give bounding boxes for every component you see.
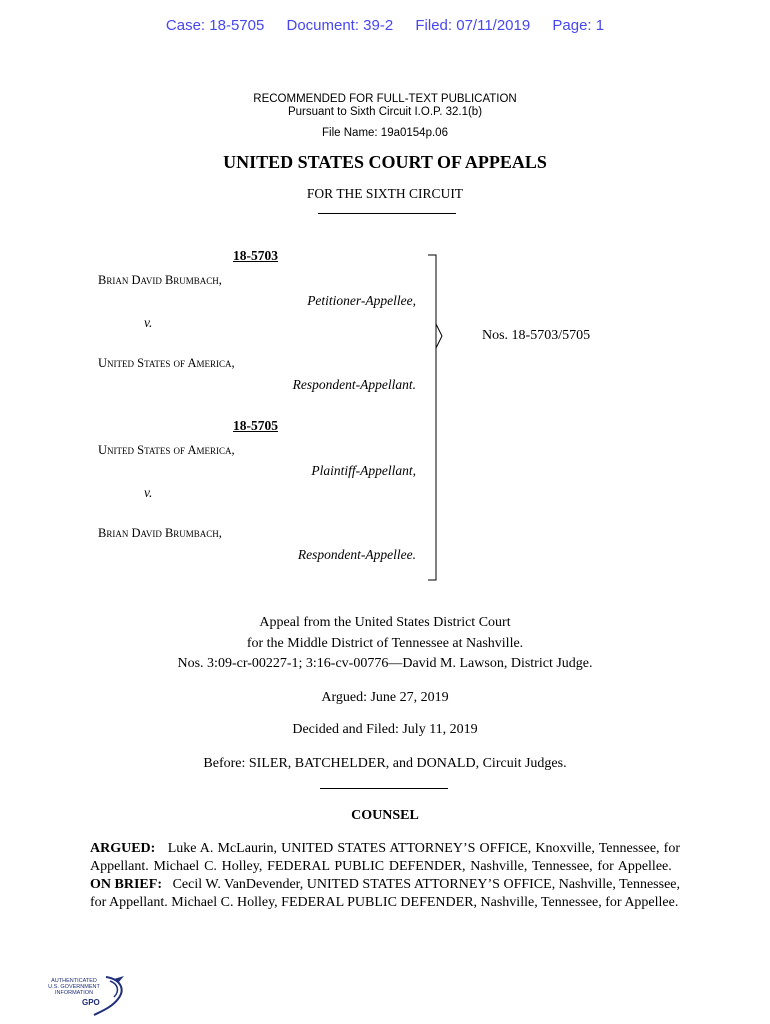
gpo-eagle-icon <box>44 975 134 1017</box>
case1-number: 18-5703 <box>233 248 278 263</box>
on-brief-counsel: Cecil W. VanDevender, UNITED STATES ATTORNEY’S OFFICE, Nashville, Tennessee, for Appellant. Michael C. Holley, FEDERAL PUBLIC DEFENDER, Nashville, Tennessee, for Appellee. <box>90 877 680 910</box>
filed-date: Filed: 07/11/2019 <box>415 17 531 34</box>
panel-judges: Before: SILER, BATCHELDER, and DONALD, Circuit Judges. <box>203 756 567 771</box>
case1-party1: Brian David Brumbach, <box>98 273 222 287</box>
publication-recommendation: RECOMMENDED FOR FULL-TEXT PUBLICATION <box>253 93 517 105</box>
appeal-line3: Nos. 3:09-cr-00227-1; 3:16-cv-00776—David M. Lawson, District Judge. <box>177 656 593 671</box>
argued-counsel: Luke A. McLaurin, UNITED STATES ATTORNEY’S OFFICE, Knoxville, Tennessee, for Appellant. Michael C. Holley, FEDERAL PUBLIC DEFENDER, Nashville, Tennessee, for Appellee. <box>90 841 680 874</box>
consolidated-case-numbers: Nos. 18-5703/5705 <box>482 328 591 343</box>
gpo-mark: GPO <box>82 998 100 1007</box>
case2-party2: Brian David Brumbach, <box>98 526 222 540</box>
case2-party1: United States of America, <box>98 443 235 457</box>
counsel-paragraph <box>90 840 680 912</box>
gpo-line2: U.S. GOVERNMENT <box>48 984 100 990</box>
page-number: Page: 1 <box>552 17 605 34</box>
case1-role2: Respondent-Appellant. <box>292 377 416 392</box>
argued-date: Argued: June 27, 2019 <box>321 690 449 705</box>
file-name: File Name: 19a0154p.06 <box>322 127 448 139</box>
on-brief-label: ON BRIEF: <box>90 877 162 892</box>
gpo-authentication-logo <box>44 975 134 1017</box>
caption-bracket <box>426 252 448 592</box>
counsel-heading: COUNSEL <box>351 808 419 823</box>
publication-rule: Pursuant to Sixth Circuit I.O.P. 32.1(b) <box>287 106 483 118</box>
circuit-name: FOR THE SIXTH CIRCUIT <box>306 186 464 201</box>
panel-divider <box>320 788 448 789</box>
decided-date: Decided and Filed: July 11, 2019 <box>292 722 478 737</box>
appeal-line1: Appeal from the United States District Court <box>259 615 511 630</box>
court-title: UNITED STATES COURT OF APPEALS <box>223 152 547 172</box>
case2-role2: Respondent-Appellee. <box>297 547 416 562</box>
title-divider <box>318 213 456 214</box>
case1-versus: v. <box>144 315 153 330</box>
case2-number: 18-5705 <box>233 418 278 433</box>
argued-label: ARGUED: <box>90 841 156 856</box>
gpo-line1: AUTHENTICATED <box>51 978 97 984</box>
case1-role1: Petitioner-Appellee, <box>307 293 416 308</box>
case1-party2: United States of America, <box>98 356 235 370</box>
appeal-line2: for the Middle District of Tennessee at Nashville. <box>246 636 524 651</box>
case2-role1: Plaintiff-Appellant, <box>311 463 416 478</box>
document-number: Document: 39-2 <box>286 17 394 34</box>
filing-header <box>0 17 770 34</box>
gpo-line3: INFORMATION <box>54 990 94 996</box>
case2-versus: v. <box>144 485 153 500</box>
case-number: Case: 18-5705 <box>165 17 265 34</box>
